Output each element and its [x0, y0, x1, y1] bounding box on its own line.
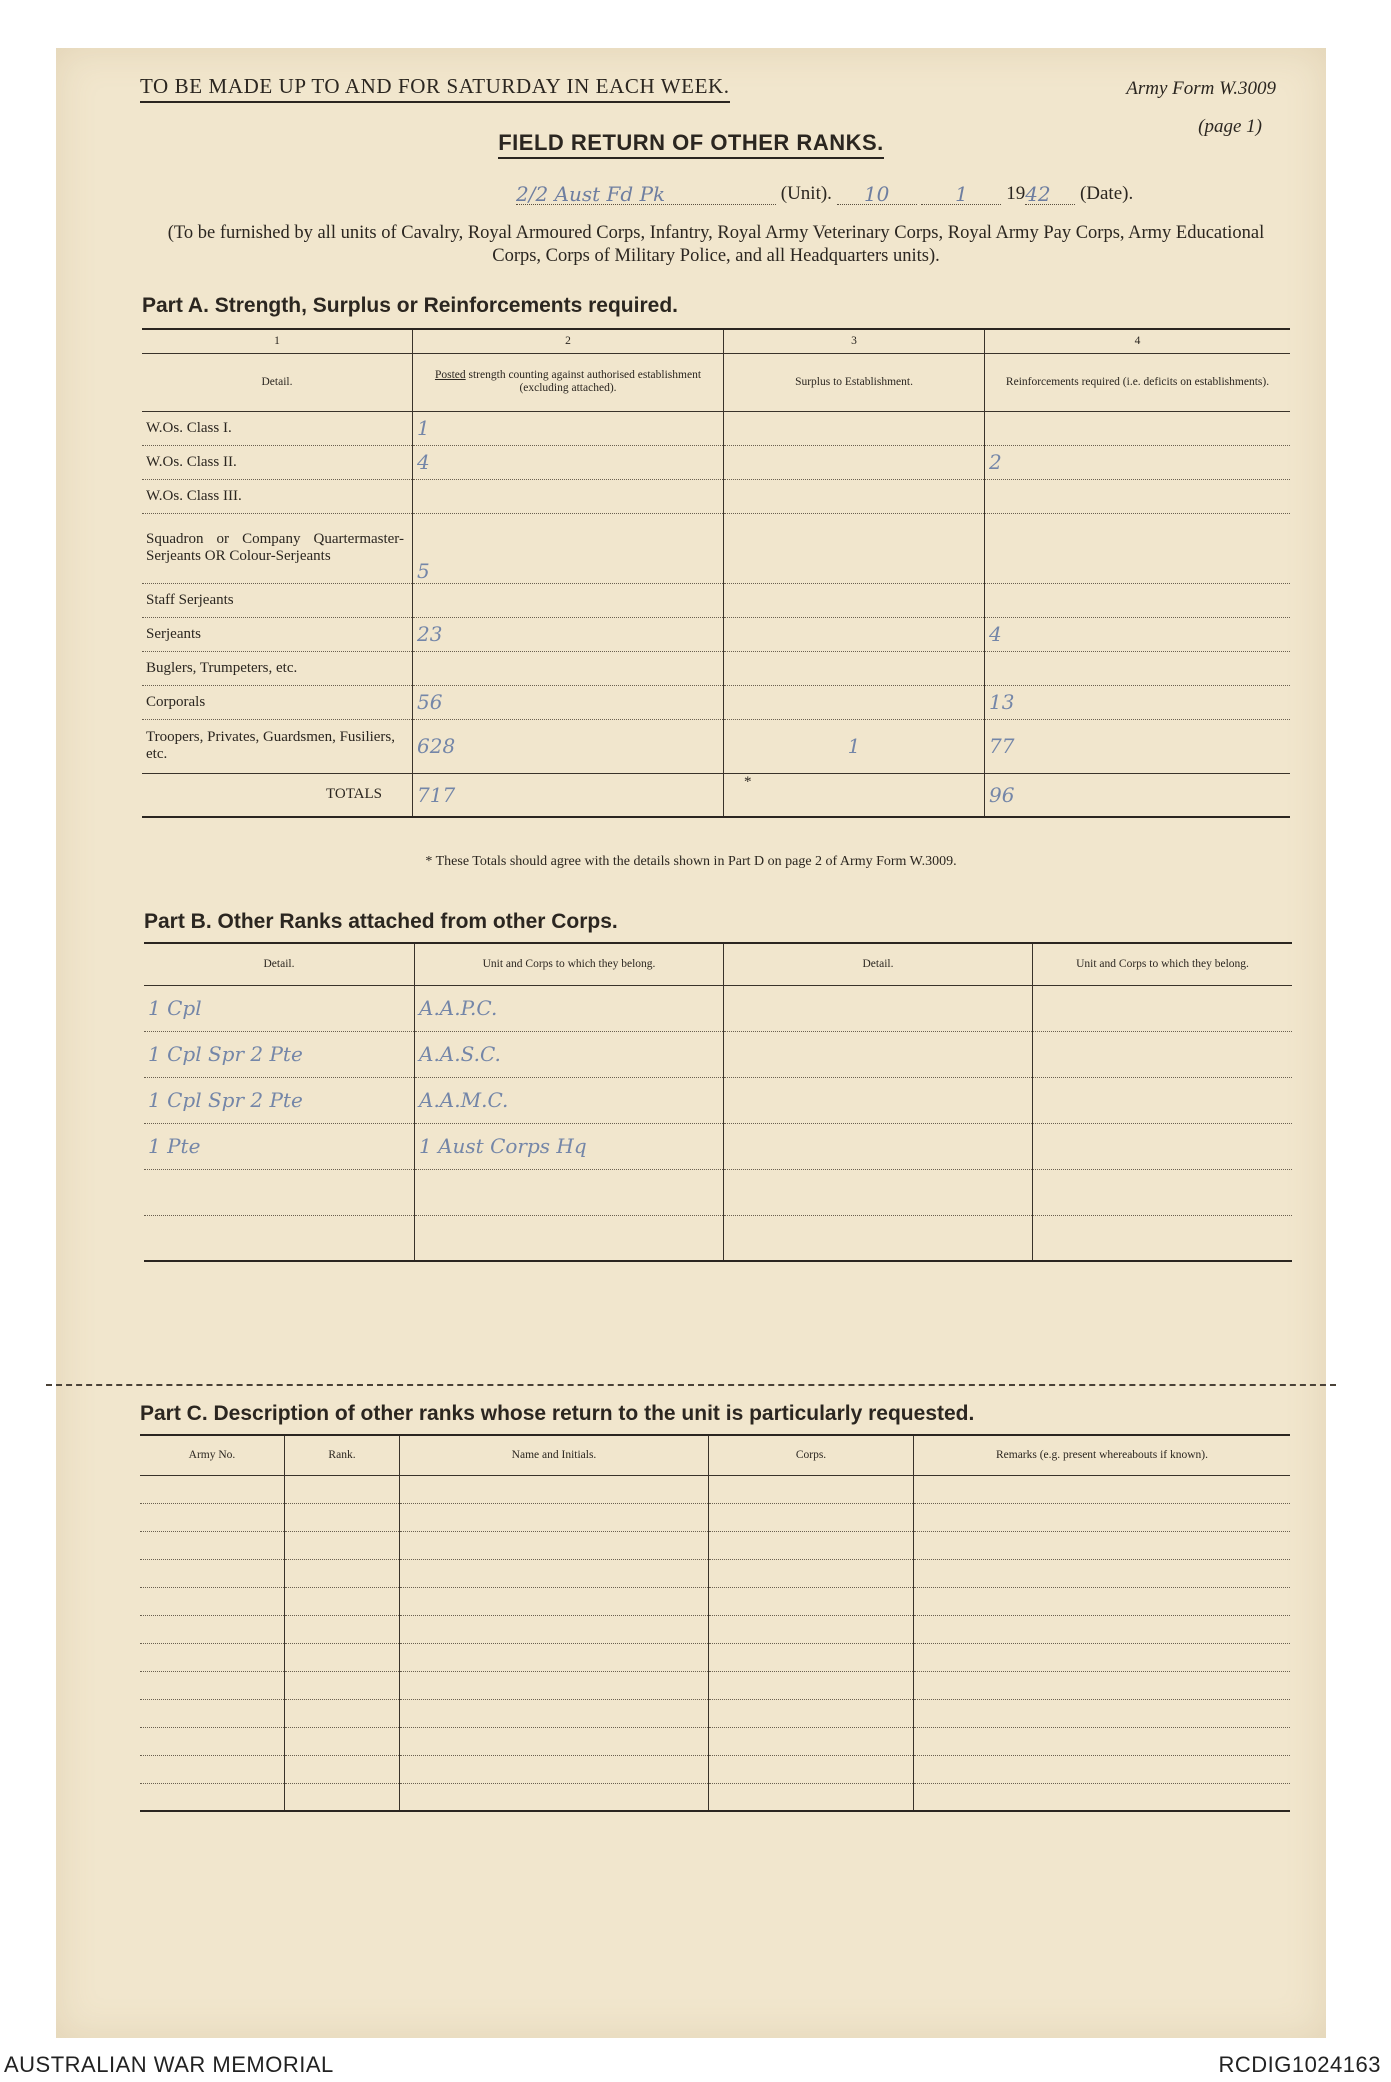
- posted-value: [413, 583, 724, 617]
- posted-value: 23: [413, 617, 724, 651]
- totals-note: * These Totals should agree with the details shown in Part D on page 2 of Army Form W.3009.: [425, 854, 957, 869]
- header-remarks: Remarks (e.g. present whereabouts if known).: [914, 1435, 1291, 1475]
- surplus-value: [724, 513, 985, 583]
- surplus-value: [724, 445, 985, 479]
- table-row: [142, 479, 1290, 513]
- row-label: Troopers, Privates, Guardsmen, Fusiliers, etc.: [142, 719, 413, 773]
- table-row: [142, 583, 1290, 617]
- col-number-2: 2: [413, 329, 724, 353]
- part-c-table: [140, 1434, 1290, 1812]
- surplus-value: [724, 411, 985, 445]
- table-row: [142, 651, 1290, 685]
- attached-unit: A.A.S.C.: [415, 1031, 724, 1077]
- attached-detail: 1 Cpl Spr 2 Pte: [144, 1077, 415, 1123]
- col-number-4: 4: [985, 329, 1291, 353]
- table-row: [140, 1531, 1290, 1559]
- table-row: [144, 1169, 1292, 1215]
- reinf-value: 77: [985, 719, 1291, 773]
- attached-unit: [415, 1169, 724, 1215]
- row-label: W.Os. Class I.: [142, 411, 413, 445]
- date-year-prefix: 19: [1006, 183, 1026, 204]
- total-reinf: 96: [985, 773, 1291, 817]
- reinf-value: [985, 411, 1291, 445]
- table-row: [140, 1643, 1290, 1671]
- row-label: Corporals: [142, 685, 413, 719]
- posted-value: [413, 479, 724, 513]
- row-label: Buglers, Trumpeters, etc.: [142, 651, 413, 685]
- attached-unit: 1 Aust Corps Hq: [415, 1123, 724, 1169]
- header-detail-2: Detail.: [724, 943, 1033, 985]
- row-label: Serjeants: [142, 617, 413, 651]
- form-title-text: FIELD RETURN OF OTHER RANKS.: [498, 130, 884, 159]
- date-day: 10: [837, 182, 917, 205]
- part-b-table: [144, 942, 1292, 1262]
- posted-value: 1: [413, 411, 724, 445]
- posted-value: [413, 651, 724, 685]
- totals-label: TOTALS: [325, 786, 382, 803]
- header-rank: Rank.: [285, 1435, 400, 1475]
- unit-label: (Unit).: [780, 183, 832, 204]
- table-row: [140, 1559, 1290, 1587]
- header-detail: Detail.: [263, 957, 295, 970]
- table-row: [144, 1215, 1292, 1261]
- page-indicator: (page 1): [1198, 116, 1262, 137]
- surplus-value: [724, 583, 985, 617]
- attached-detail: 1 Pte: [144, 1123, 415, 1169]
- attached-unit: A.A.M.C.: [415, 1077, 724, 1123]
- reinf-value: 4: [985, 617, 1291, 651]
- date-month: 1: [921, 182, 1001, 205]
- col-number-3: 3: [724, 329, 985, 353]
- table-row: [142, 719, 1290, 773]
- table-row: [142, 445, 1290, 479]
- reinf-value: [985, 513, 1291, 583]
- table-row: [140, 1475, 1290, 1503]
- header-surplus: Surplus to Establishment.: [724, 353, 985, 411]
- row-label: W.Os. Class III.: [142, 479, 413, 513]
- reinf-value: 2: [985, 445, 1291, 479]
- attached-detail: [144, 1215, 415, 1261]
- header-army-no: Army No.: [188, 1448, 236, 1461]
- col-number-1: 1: [274, 334, 280, 347]
- date-year-suffix: 42: [1025, 182, 1075, 205]
- posted-value: 5: [413, 513, 724, 583]
- header-unit-corps: Unit and Corps to which they belong.: [415, 943, 724, 985]
- surplus-value: 1: [724, 719, 985, 773]
- header-corps: Corps.: [709, 1435, 914, 1475]
- table-row: [142, 411, 1290, 445]
- header-unit-corps-2: Unit and Corps to which they belong.: [1033, 943, 1293, 985]
- unit-date-line: [516, 182, 1336, 205]
- surplus-value: [724, 479, 985, 513]
- header-posted-strength: [413, 353, 724, 411]
- total-surplus: *: [724, 773, 985, 817]
- form-number: Army Form W.3009: [1126, 78, 1276, 99]
- table-row: [142, 685, 1290, 719]
- header-name: Name and Initials.: [400, 1435, 709, 1475]
- footer-reference-id: RCDIG1024163: [1218, 2052, 1381, 2077]
- header-detail: Detail.: [261, 375, 293, 388]
- table-row: [140, 1615, 1290, 1643]
- attached-detail: [144, 1169, 415, 1215]
- total-posted: 717: [413, 773, 724, 817]
- table-row: [140, 1503, 1290, 1531]
- surplus-value: [724, 617, 985, 651]
- table-row: [144, 1031, 1292, 1077]
- table-row: [140, 1671, 1290, 1699]
- perforation-line: [46, 1384, 1336, 1386]
- table-row: [142, 513, 1290, 583]
- attached-unit: A.A.P.C.: [415, 985, 724, 1031]
- row-label: W.Os. Class II.: [142, 445, 413, 479]
- part-a-heading: Part A. Strength, Surplus or Reinforcements required.: [142, 294, 678, 317]
- table-row: [140, 1755, 1290, 1783]
- table-row: [140, 1783, 1290, 1811]
- row-label: Squadron or Company Quartermaster-Serjeants OR Colour-Serjeants: [142, 513, 413, 583]
- table-row: [144, 985, 1292, 1031]
- row-label: Staff Serjeants: [142, 583, 413, 617]
- header-instruction: TO BE MADE UP TO AND FOR SATURDAY IN EACH WEEK.: [140, 74, 730, 103]
- header-posted-word: Posted: [434, 369, 466, 381]
- totals-row: [142, 773, 1290, 817]
- part-a-table: [142, 328, 1290, 818]
- part-b-heading: Part B. Other Ranks attached from other Corps.: [144, 910, 618, 933]
- posted-value: 628: [413, 719, 724, 773]
- reinf-value: [985, 651, 1291, 685]
- part-c-heading: Part C. Description of other ranks whose return to the unit is particularly requested.: [140, 1402, 975, 1425]
- table-row: [140, 1587, 1290, 1615]
- header-posted-rest: strength counting against authorised establishment (excluding attached).: [465, 369, 702, 394]
- form-sheet: [56, 48, 1326, 2038]
- reinf-value: 13: [985, 685, 1291, 719]
- form-title: [56, 130, 1326, 156]
- posted-value: 56: [413, 685, 724, 719]
- attached-unit: [415, 1215, 724, 1261]
- attached-detail: 1 Cpl: [144, 985, 415, 1031]
- reinf-value: [985, 583, 1291, 617]
- table-row: [144, 1077, 1292, 1123]
- table-row: [140, 1699, 1290, 1727]
- unit-value: 2/2 Aust Fd Pk: [516, 182, 776, 205]
- date-label: (Date).: [1079, 183, 1134, 204]
- reinf-value: [985, 479, 1291, 513]
- furnished-note: (To be furnished by all units of Cavalry, Royal Armoured Corps, Infantry, Royal Army Veterinary Corps, Royal Army Pay Corps, Army Educational Corps, Corps of Military Police, and all Headquarters units).: [167, 223, 1265, 266]
- surplus-value: [724, 685, 985, 719]
- attached-detail: 1 Cpl Spr 2 Pte: [144, 1031, 415, 1077]
- table-row: [142, 617, 1290, 651]
- table-row: [140, 1727, 1290, 1755]
- table-row: [144, 1123, 1292, 1169]
- footer-archive-name: AUSTRALIAN WAR MEMORIAL: [4, 2052, 334, 2077]
- posted-value: 4: [413, 445, 724, 479]
- header-reinforcements: Reinforcements required (i.e. deficits on establishments).: [985, 353, 1291, 411]
- surplus-value: [724, 651, 985, 685]
